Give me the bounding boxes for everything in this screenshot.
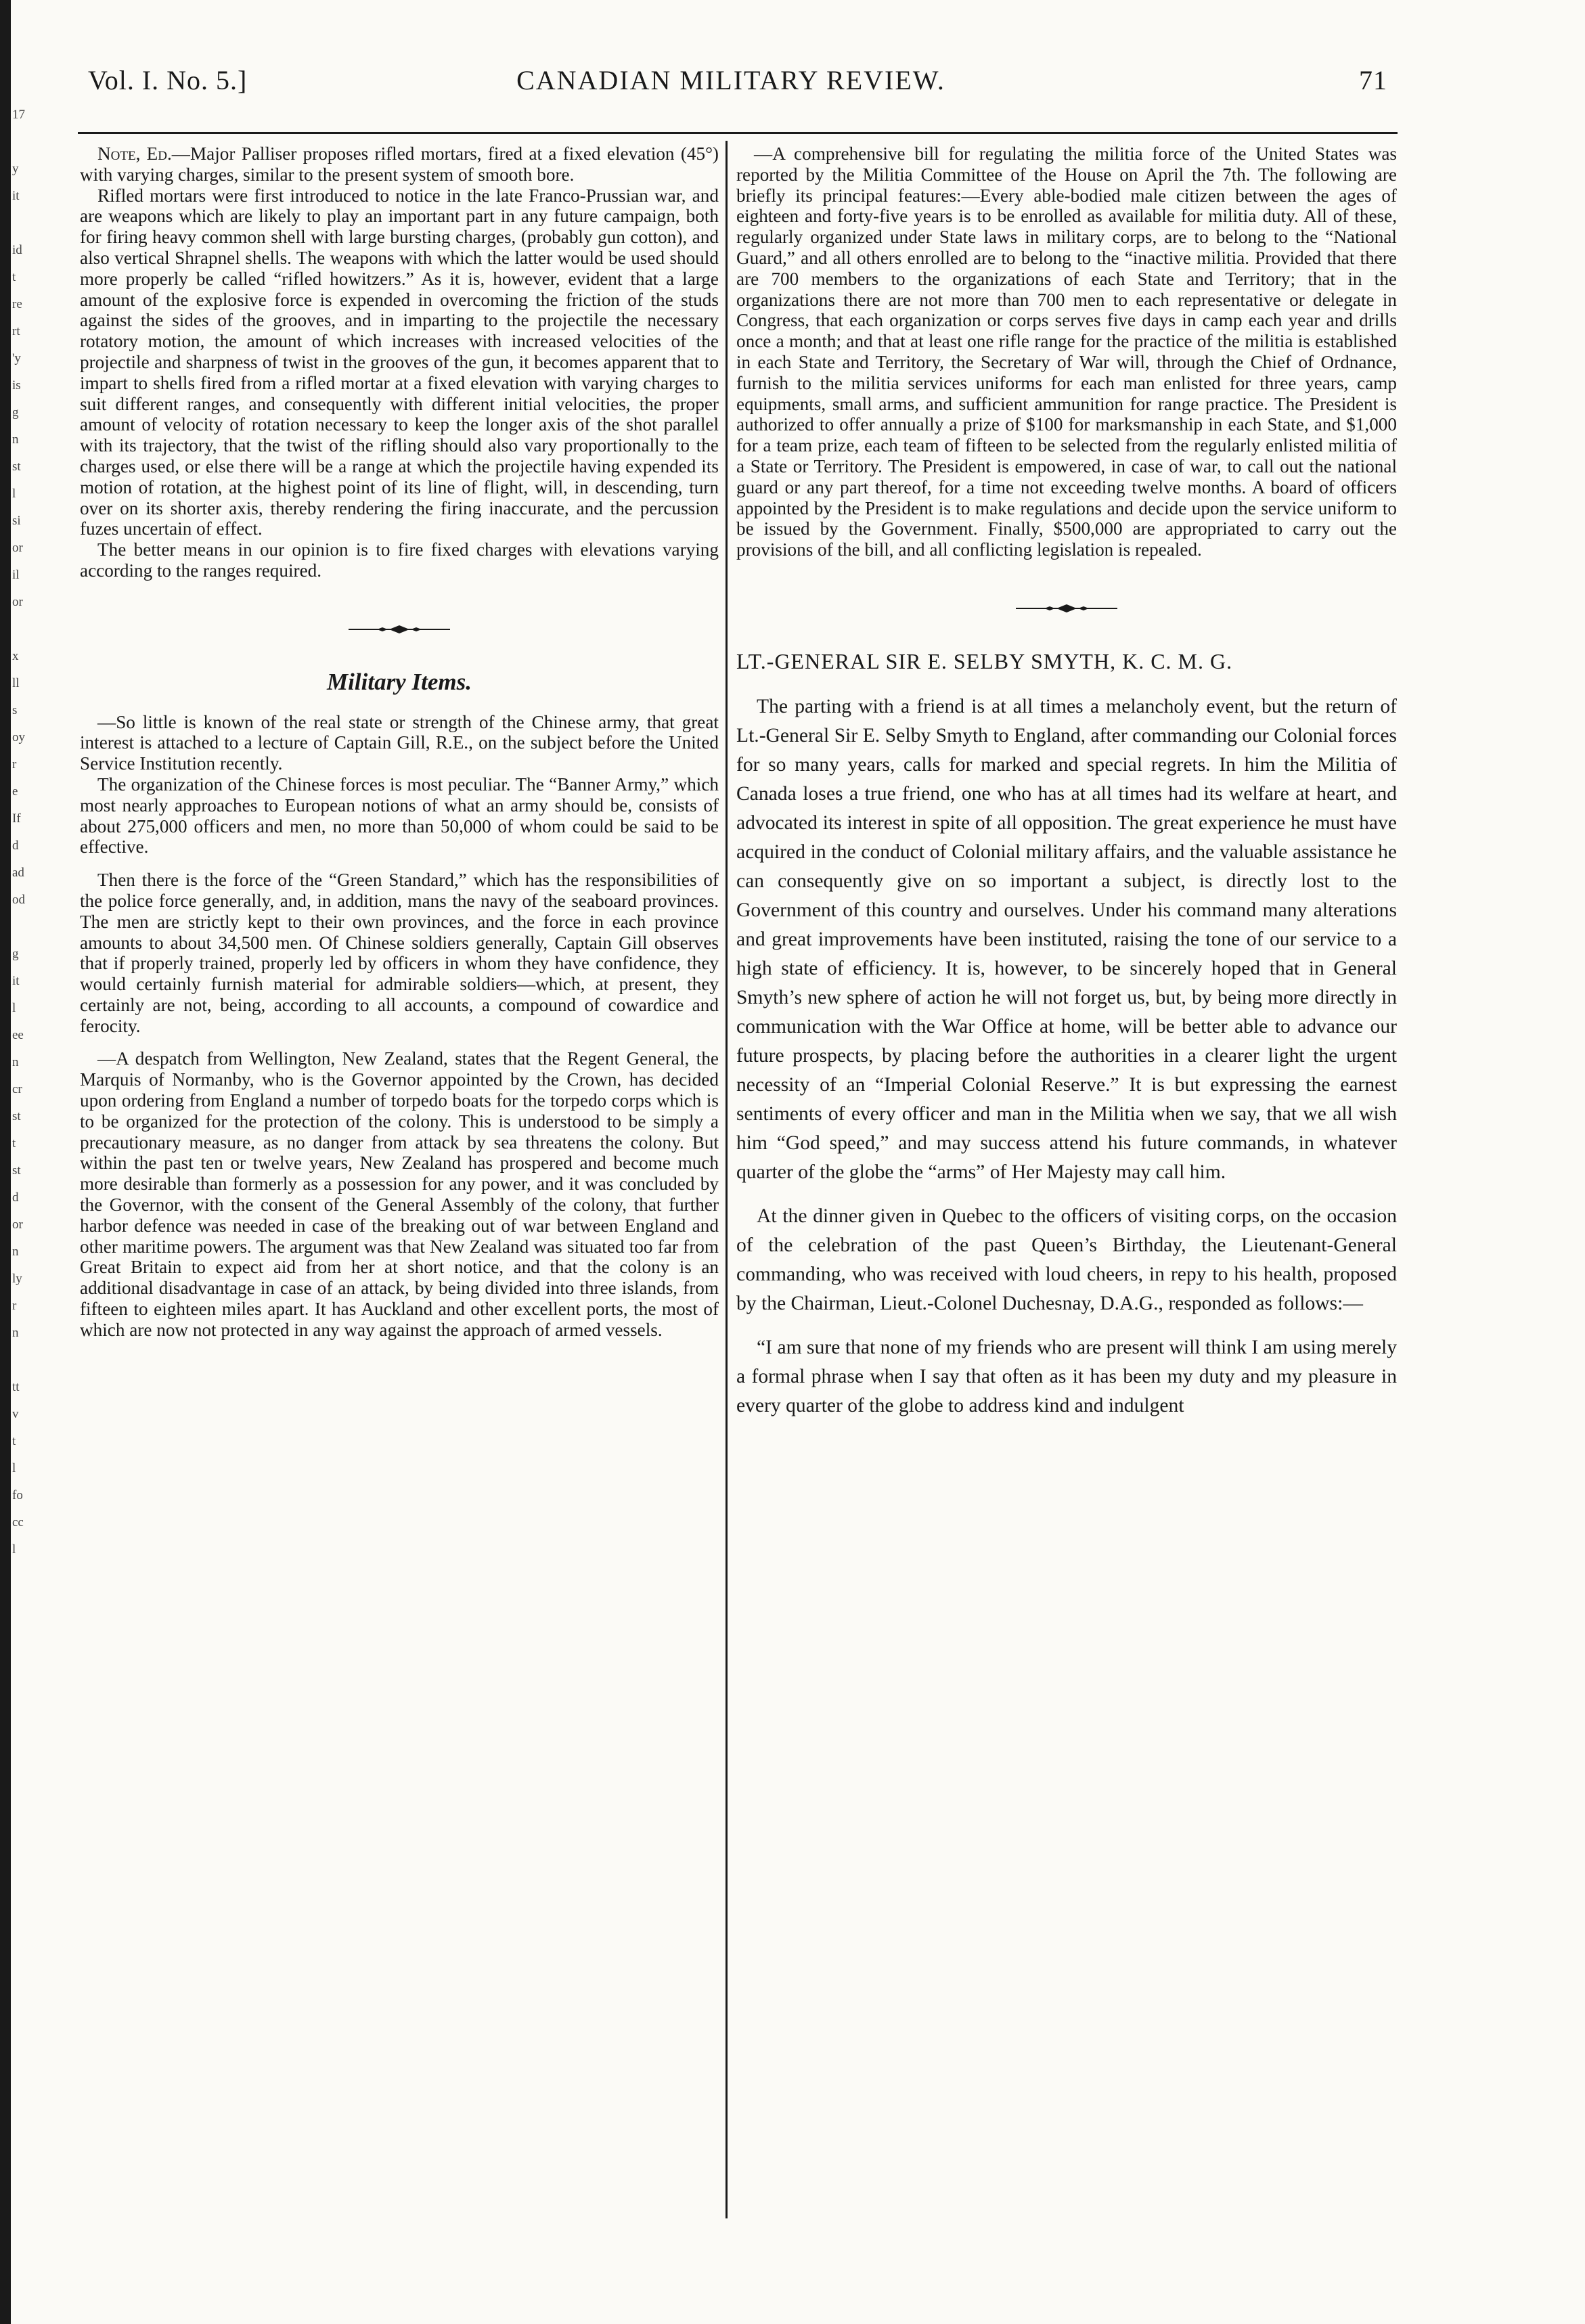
military-items-heading: Military Items. (327, 668, 472, 695)
publication-title: CANADIAN MILITARY REVIEW. (516, 65, 945, 95)
page-header (74, 64, 1387, 108)
ornament-divider-icon (1016, 604, 1117, 613)
header-rule (78, 132, 1398, 134)
item-paragraph: The organization of the Chinese forces is most peculiar. The “Banner Army,” which most nearly approaches to European notions of what an army should be, consists of about 275,000 officers and men, no more than 50,000 of whom could be said to be effective. (80, 774, 719, 857)
page-number: 71 (1359, 65, 1387, 95)
item-paragraph: —A despatch from Wellington, New Zealand, states that the Regent General, the Marquis of Normanby, who is the Governor appointed by the Crown, has decided upon ordering from England a number of torpedo boats for the torpedo corps which is to be organized for the protection of the colony. This is understood to be simply a precautionary measure, as no danger from attack by sea threatens the colony. But within the past ten or twelve years, New Zealand has prospered and become much more desirable than formerly as a possession for any power, and it was concluded by the Governor, with the consent of the General Assembly of the colony, that further harbor defence was needed in case of the breaking out of war between England and other maritime powers. The argument was that New Zealand was situated too far from Great Britain to expect aid from her at short notice, and that the colony is an additional disadvantage in case of an attack, by being divided into three islands, from fifteen to eighteen miles apart. It has Auckland and other excellent ports, the most of which are now not protected in any way against the approach of armed vessels. (80, 1048, 719, 1340)
article-paragraph: The parting with a friend is at all times a melancholy event, but the return of Lt.-General Sir E. Selby Smyth to England, after commanding our Colonial forces for so many years, calls for marked and special regrets. In him the Militia of Canada loses a true friend, one who has at all times had its welfare at heart, and advocated its interest in spite of all opposition. The great experience he must have acquired in the conduct of Colonial military affairs, and the valuable assistance he can consequently give on so important a subject, is directly lost to the Government of this country and ourselves. Under his command many alterations and great improvements have been instituted, raising the tone of our service to a high state of efficiency. It is, however, to be sincerely hoped that in General Smyth’s new sphere of action he will not forget us, but, by being more directly in communication with the War Office at home, will be better able to advance our future prospects, by placing before the authorities in a clearer light the urgent necessity of an “Imperial Colonial Reserve.” It is but expressing the earnest sentiments of every officer and man in the Militia when we say, that we all wish him “God speed,” and may success attend his future commands, in whatever quarter of the globe the “arms” of Her Majesty may call him. (736, 695, 1397, 1183)
right-column (736, 143, 1397, 1421)
smyth-heading: LT.-GENERAL SIR E. SELBY SMYTH, K. C. M. G. (736, 648, 1233, 673)
item-paragraph: —So little is known of the real state or strength of the Chinese army, that great interest is attached to a lecture of Captain Gill, R.E., on the subject before the United Service Institution recently. (80, 711, 719, 774)
smyth-article (736, 692, 1397, 1421)
binding-edge (0, 0, 11, 2324)
volume-label: Vol. I. No. 5.] (88, 65, 248, 95)
note-lead: Note, Ed. (97, 143, 172, 164)
item-paragraph: Then there is the force of the “Green Standard,” which has the responsibilities of the police force generally, and, in addition, mans the navy of the seaboard provinces. The men are strictly kept to their own provinces, and the force in each province amounts to about 34,500 men. Of Chinese soldiers generally, Captain Gill observes that if properly trained, properly led by officers in whom they have confidence, they would certainly furnish material for admirable soldiers—which, at present, they certainly are not, being, according to all accounts, a compound of cowardice and ferocity. (80, 870, 719, 1036)
article-paragraph: “I am sure that none of my friends who are present will think I am using merely a formal phrase when I say that often as it has been my duty and my pleasure in every quarter of the globe to address kind and indulgent (736, 1336, 1397, 1416)
column-divider (725, 141, 728, 2218)
ornament-divider (80, 618, 719, 639)
article-paragraph: At the dinner given in Quebec to the officers of visiting corps, on the occasion of the celebration of the past Queen’s Birthday, the Lieutenant-General commanding, who was received with loud cheers, in repy to his health, proposed by the Chairman, Lieut.-Colonel Duchesnay, D.A.G., responded as follows:— (736, 1205, 1397, 1314)
note-paragraph: Rifled mortars were first introduced to notice in the late Franco-Prussian war, and are weapons which are likely to play an important part in any future campaign, both for firing heavy common shell with large bursting charges, (probably gun cotton), and also vertical Shrapnel shells. The weapons with which the latter would be used should more properly be called “rifled howitzers.” As it is, however, evident that a large amount of the explosive force is expended in overcoming the friction of the studs against the sides of the grooves, and in imparting to the projectile the necessary rotatory motion, the amount of which increases with increased velocities of the projectile and sharpness of twist in the grooves of the gun, it becomes apparent that to impart to shells fired from a rifled mortar at a fixed elevation with varying charges to suit different ranges, and consequently with different initial velocities, the proper amount of velocity of rotation necessary to keep the longer axis of the shot parallel with its trajectory, that the twist of the rifling should also vary proportionally to the charges used, or else there will be a range at which the projectile having expended its motion of rotation, at the highest point of its line of flight, will, in descending, turn over on its shorter axis, thereby rendering the firing inaccurate, and the percussion fuzes uncertain of effect. (80, 185, 719, 539)
ornament-divider (736, 597, 1397, 618)
ornament-divider-icon (349, 625, 450, 634)
note-paragraph: Note, Ed.—Major Palliser proposes rifled mortars, fired at a fixed elevation (45°) with varying charges, similar to the present system of smooth bore. (80, 143, 719, 185)
left-column (80, 143, 719, 1341)
margin-fragments: 17 y it id t re rt 'y is g n st l si or il or x ll s oy r e If d ad od g it l ee n cr st t st d or n ly r n tt v t l fo cc l (12, 108, 25, 1557)
note-paragraph: The better means in our opinion is to fire fixed charges with elevations varying according to the ranges required. (80, 539, 719, 581)
bill-paragraph: —A comprehensive bill for regulating the militia force of the United States was reported by the Militia Committee of the House on April the 7th. The following are briefly its principal features:—Every able-bodied male citizen between the ages of eighteen and forty-five years is to be enrolled as available for militia duty. All of these, regularly organized under State laws in military corps, are to belong to the “National Guard,” and all others enrolled are to belong to the “inactive militia. Provided that there are 700 members to the organizations of each State and Territory; that in the organizations there are not more than 700 men to each representative or delegate in Congress, that each organization or corps serves five days in camp each year and drills once a month; and that at least one rifle range for the practice of the militia is established in each State and Territory, the Secretary of War will, through the Chief of Ordnance, furnish to the militia services uniforms for each man enlisted for three years, camp equipments, small arms, and sufficient ammunition for range practice. The President is authorized to offer annually a prize of $100 for marksmanship in each State, and $1,000 for a team prize, each team of fifteen to be selected from the regularly enlisted militia of a State or Territory. The President is empowered, in case of war, to call out the national guard or any part thereof, for a time not exceeding twelve months. A board of officers appointed by the President is to make regulations and decide upon the service uniform to be issued by the Government. Finally, $500,000 are appropriated to carry out the provisions of the bill, and all conflicting legislation is repealed. (736, 143, 1397, 560)
